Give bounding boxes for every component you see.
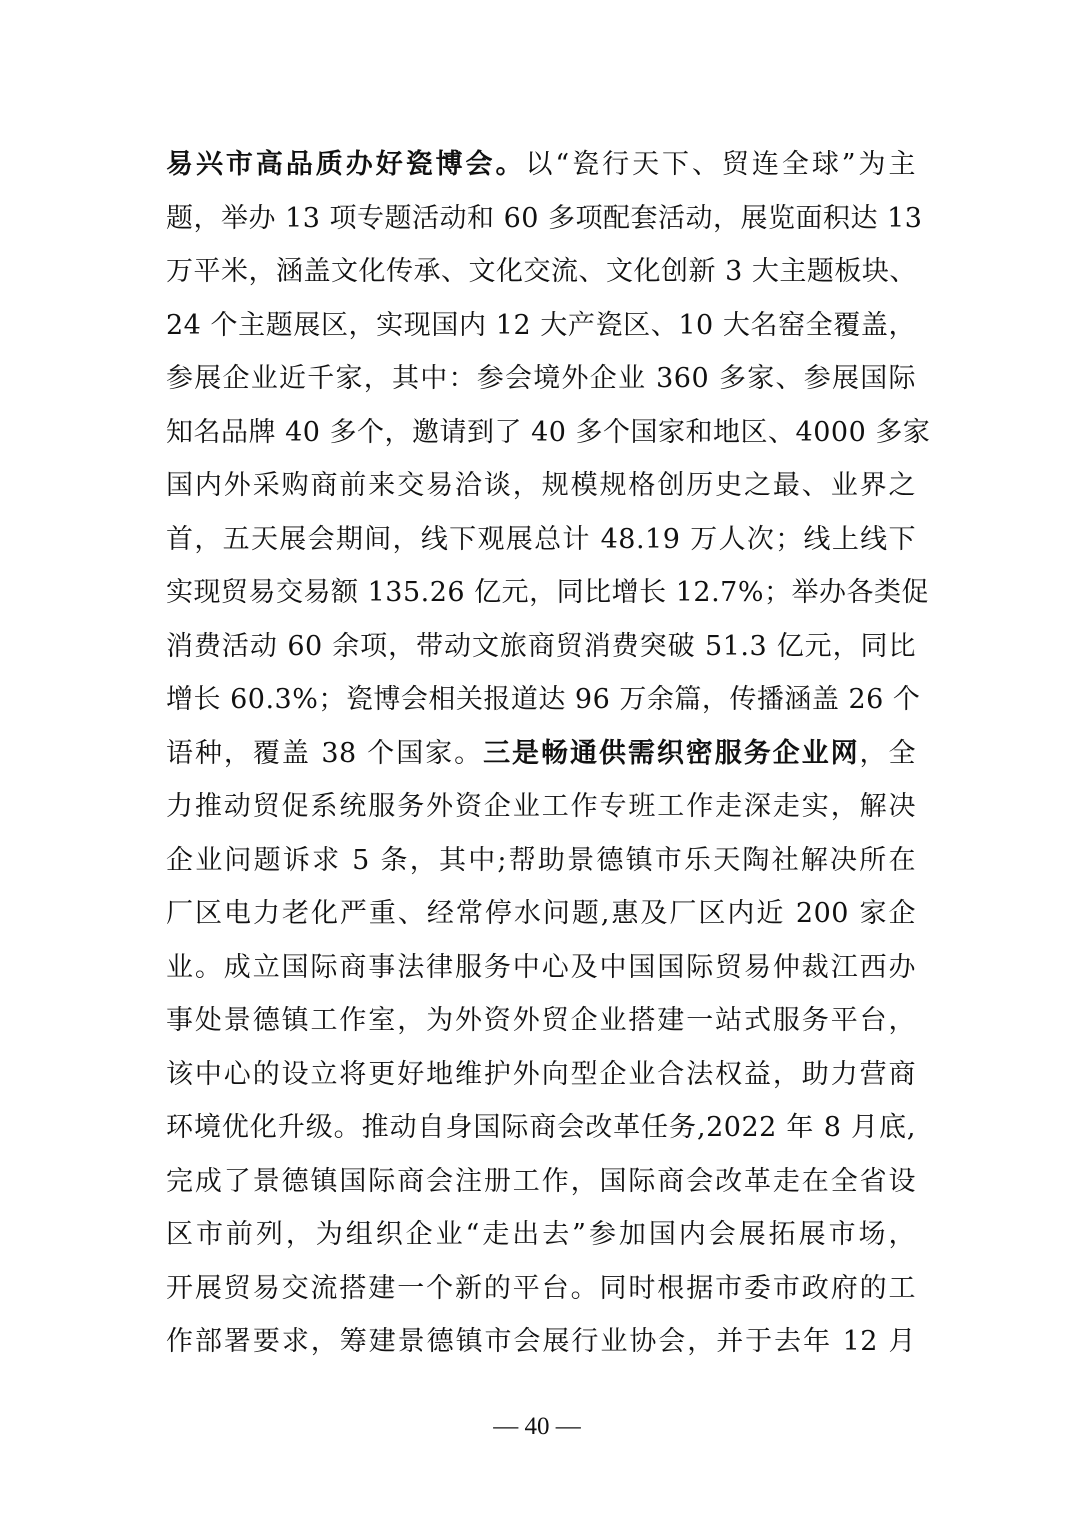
text-segment: 作部署要求，筹建景德镇市会展行业协会，并于去年 12 月 [166,1326,916,1357]
text-line [166,513,916,567]
page-number: — 40 — [493,1413,581,1440]
text-line [166,834,916,888]
text-segment: 万平米，涵盖文化传承、文化交流、文化创新 3 大主题板块、 [166,256,917,287]
body-text [166,138,931,1369]
text-segment: ，全 [859,737,917,769]
text-segment: 企业问题诉求 5 条，其中;帮助景德镇市乐天陶社解决所在 [166,844,916,876]
text-segment: 消费活动 60 余项，带动文旅商贸消费突破 51.3 亿元，同比 [166,630,916,662]
text-segment: 业。成立国际商事法律服务中心及中国国际贸易仲裁江西办 [166,951,916,983]
text-segment: 国内外采购商前来交易洽谈，规模规格创历史之最、业界之 [166,470,916,501]
text-segment: 以“瓷行天下、贸连全球”为主 [525,149,916,180]
text-segment: 事处景德镇工作室，为外资外贸企业搭建一站式服务平台， [166,1005,916,1036]
text-segment: 开展贸易交流搭建一个新的平台。同时根据市委市政府的工 [166,1272,916,1304]
text-segment: 题，举办 13 项专题活动和 60 多项配套活动，展览面积达 13 [166,202,923,234]
text-line [166,673,921,727]
text-line [166,459,916,513]
text-line [166,727,916,781]
text-segment: 环境优化升级。推动自身国际商会改革任务,2022 年 8 月底, [166,1112,916,1143]
bold-text-segment: 三是畅通供需织密服务企业网 [483,737,860,769]
text-line [166,245,916,299]
text-segment: 首，五天展会期间，线下观展总计 48.19 万人次；线上线下 [166,523,916,555]
text-line [166,566,929,620]
text-line [166,192,923,246]
text-segment: 语种，覆盖 38 个国家。 [166,737,484,769]
text-line [166,620,916,674]
text-segment: 区市前列，为组织企业“走出去”参加国内会展拓展市场， [166,1219,916,1250]
text-line [166,1262,916,1316]
text-line [166,1315,916,1369]
text-line [166,352,916,406]
text-line [166,1101,916,1155]
text-line [166,994,916,1048]
text-line [166,780,916,834]
text-line [166,1155,916,1209]
text-line [166,1208,916,1262]
text-segment: 实现贸易交易额 135.26 亿元，同比增长 12.7%；举办各类促 [166,577,929,608]
text-segment: 知名品牌 40 多个，邀请到了 40 多个国家和地区、4000 多家 [166,416,931,448]
bold-text-segment: 易兴市高品质办好瓷博会。 [166,149,526,180]
text-line [166,887,916,941]
text-segment: 参展企业近千家，其中：参会境外企业 360 多家、参展国际 [166,363,916,394]
text-segment: 该中心的设立将更好地维护外向型企业合法权益，助力营商 [166,1058,916,1090]
text-segment: 力推动贸促系统服务外资企业工作专班工作走深走实，解决 [166,791,916,822]
text-line [166,1048,916,1102]
text-segment: 完成了景德镇国际商会注册工作，国际商会改革走在全省设 [166,1165,916,1197]
text-segment: 24 个主题展区，实现国内 12 大产瓷区、10 大名窑全覆盖， [166,309,916,341]
text-line [166,299,916,353]
text-line [166,941,916,995]
text-line [166,138,916,192]
text-segment: 增长 60.3%；瓷博会相关报道达 96 万余篇，传播涵盖 26 个 [166,684,921,715]
text-line [166,406,931,460]
text-segment: 厂区电力老化严重、经常停水问题,惠及厂区内近 200 家企 [166,898,916,929]
